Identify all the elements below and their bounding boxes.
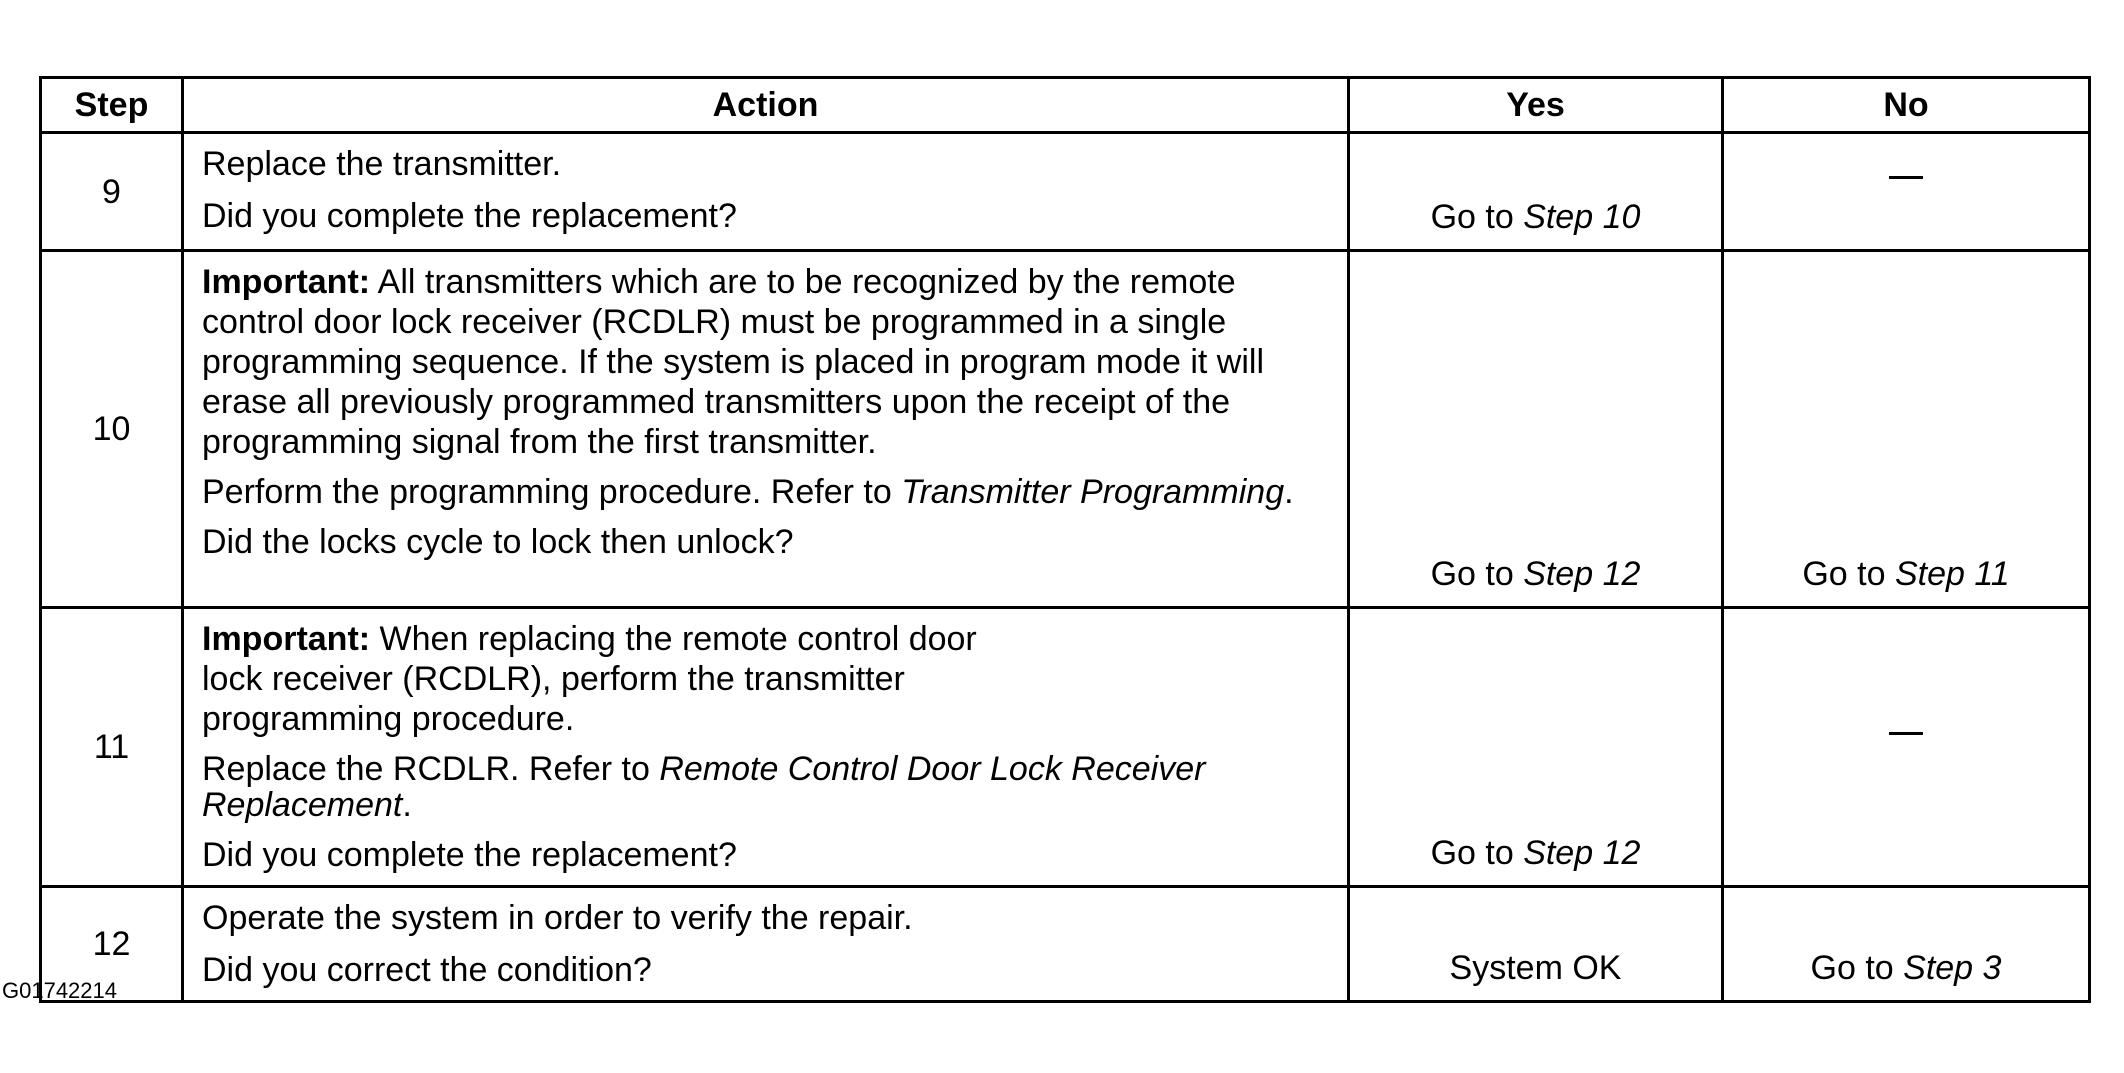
action-cell bbox=[183, 251, 1349, 608]
table-row bbox=[41, 608, 2090, 887]
figure-id: G01742214 bbox=[2, 978, 117, 1003]
yes-prefix: Go to bbox=[1430, 834, 1524, 872]
table-row bbox=[41, 251, 2090, 608]
important-note bbox=[202, 262, 1331, 462]
no-cell bbox=[1723, 608, 2090, 887]
instruction-text: Perform the programming procedure. Refer to bbox=[202, 473, 902, 511]
step-number: 11 bbox=[41, 608, 183, 887]
yes-step-link[interactable]: Step 12 bbox=[1523, 555, 1641, 593]
procedure-link[interactable]: Remote Control Door Lock Receiver Replacement bbox=[202, 750, 1206, 824]
yes-prefix: Go to bbox=[1430, 198, 1524, 236]
important-text: All transmitters which are to be recognized by the remote control door lock receiver (RCDLR) must be programmed in a single programming sequence. If the system is placed in program mode it will erase all previously programmed transmitters upon the receipt of the programming signal from the first transmitter. bbox=[202, 263, 1265, 461]
column-header-yes: Yes bbox=[1349, 78, 1723, 133]
no-prefix: Go to bbox=[1802, 555, 1895, 593]
action-question: Did you complete the replacement? bbox=[202, 197, 737, 235]
action-question: Did you complete the replacement? bbox=[202, 836, 737, 874]
step-number: 9 bbox=[41, 133, 183, 251]
action-cell bbox=[183, 887, 1349, 1002]
diagnostic-table bbox=[39, 76, 2091, 1003]
no-dash bbox=[1889, 732, 1923, 735]
yes-step-link[interactable]: Step 12 bbox=[1523, 834, 1641, 872]
important-note bbox=[202, 619, 1331, 739]
no-cell bbox=[1723, 887, 2090, 1002]
table-header-row bbox=[41, 78, 2090, 133]
important-label: Important: bbox=[202, 263, 371, 301]
yes-cell bbox=[1349, 608, 1723, 887]
no-cell bbox=[1723, 251, 2090, 608]
column-header-action: Action bbox=[183, 78, 1349, 133]
yes-cell bbox=[1349, 133, 1723, 251]
action-question: Did you correct the condition? bbox=[202, 951, 652, 989]
yes-prefix: Go to bbox=[1430, 555, 1524, 593]
important-text: When replacing the remote control door lock receiver (RCDLR), perform the transmitter programming procedure. bbox=[202, 620, 977, 738]
no-prefix: Go to bbox=[1810, 949, 1904, 987]
action-cell bbox=[183, 608, 1349, 887]
no-dash bbox=[1889, 176, 1923, 179]
important-label: Important: bbox=[202, 620, 371, 658]
action-instruction: Replace the transmitter. bbox=[202, 145, 562, 183]
yes-step-link[interactable]: Step 10 bbox=[1523, 198, 1641, 236]
step-number: 12 bbox=[41, 887, 183, 1002]
no-step-link[interactable]: Step 3 bbox=[1903, 949, 2002, 987]
yes-cell bbox=[1349, 251, 1723, 608]
procedure-link[interactable]: Transmitter Programming bbox=[901, 473, 1285, 511]
instruction-end: . bbox=[1284, 473, 1294, 511]
yes-cell bbox=[1349, 887, 1723, 1002]
table-row bbox=[41, 887, 2090, 1002]
no-step-link[interactable]: Step 11 bbox=[1894, 555, 2010, 593]
yes-result: System OK bbox=[1449, 949, 1622, 987]
action-instruction bbox=[202, 751, 1331, 823]
action-instruction bbox=[202, 474, 1331, 510]
table-row bbox=[41, 133, 2090, 251]
action-instruction: Operate the system in order to verify the repair. bbox=[202, 899, 913, 937]
column-header-step: Step bbox=[41, 78, 183, 133]
action-question: Did the locks cycle to lock then unlock? bbox=[202, 523, 794, 561]
step-number: 10 bbox=[41, 251, 183, 608]
no-cell bbox=[1723, 133, 2090, 251]
action-cell bbox=[183, 133, 1349, 251]
instruction-end: . bbox=[402, 786, 412, 824]
instruction-text: Replace the RCDLR. Refer to bbox=[202, 750, 660, 788]
column-header-no: No bbox=[1723, 78, 2090, 133]
